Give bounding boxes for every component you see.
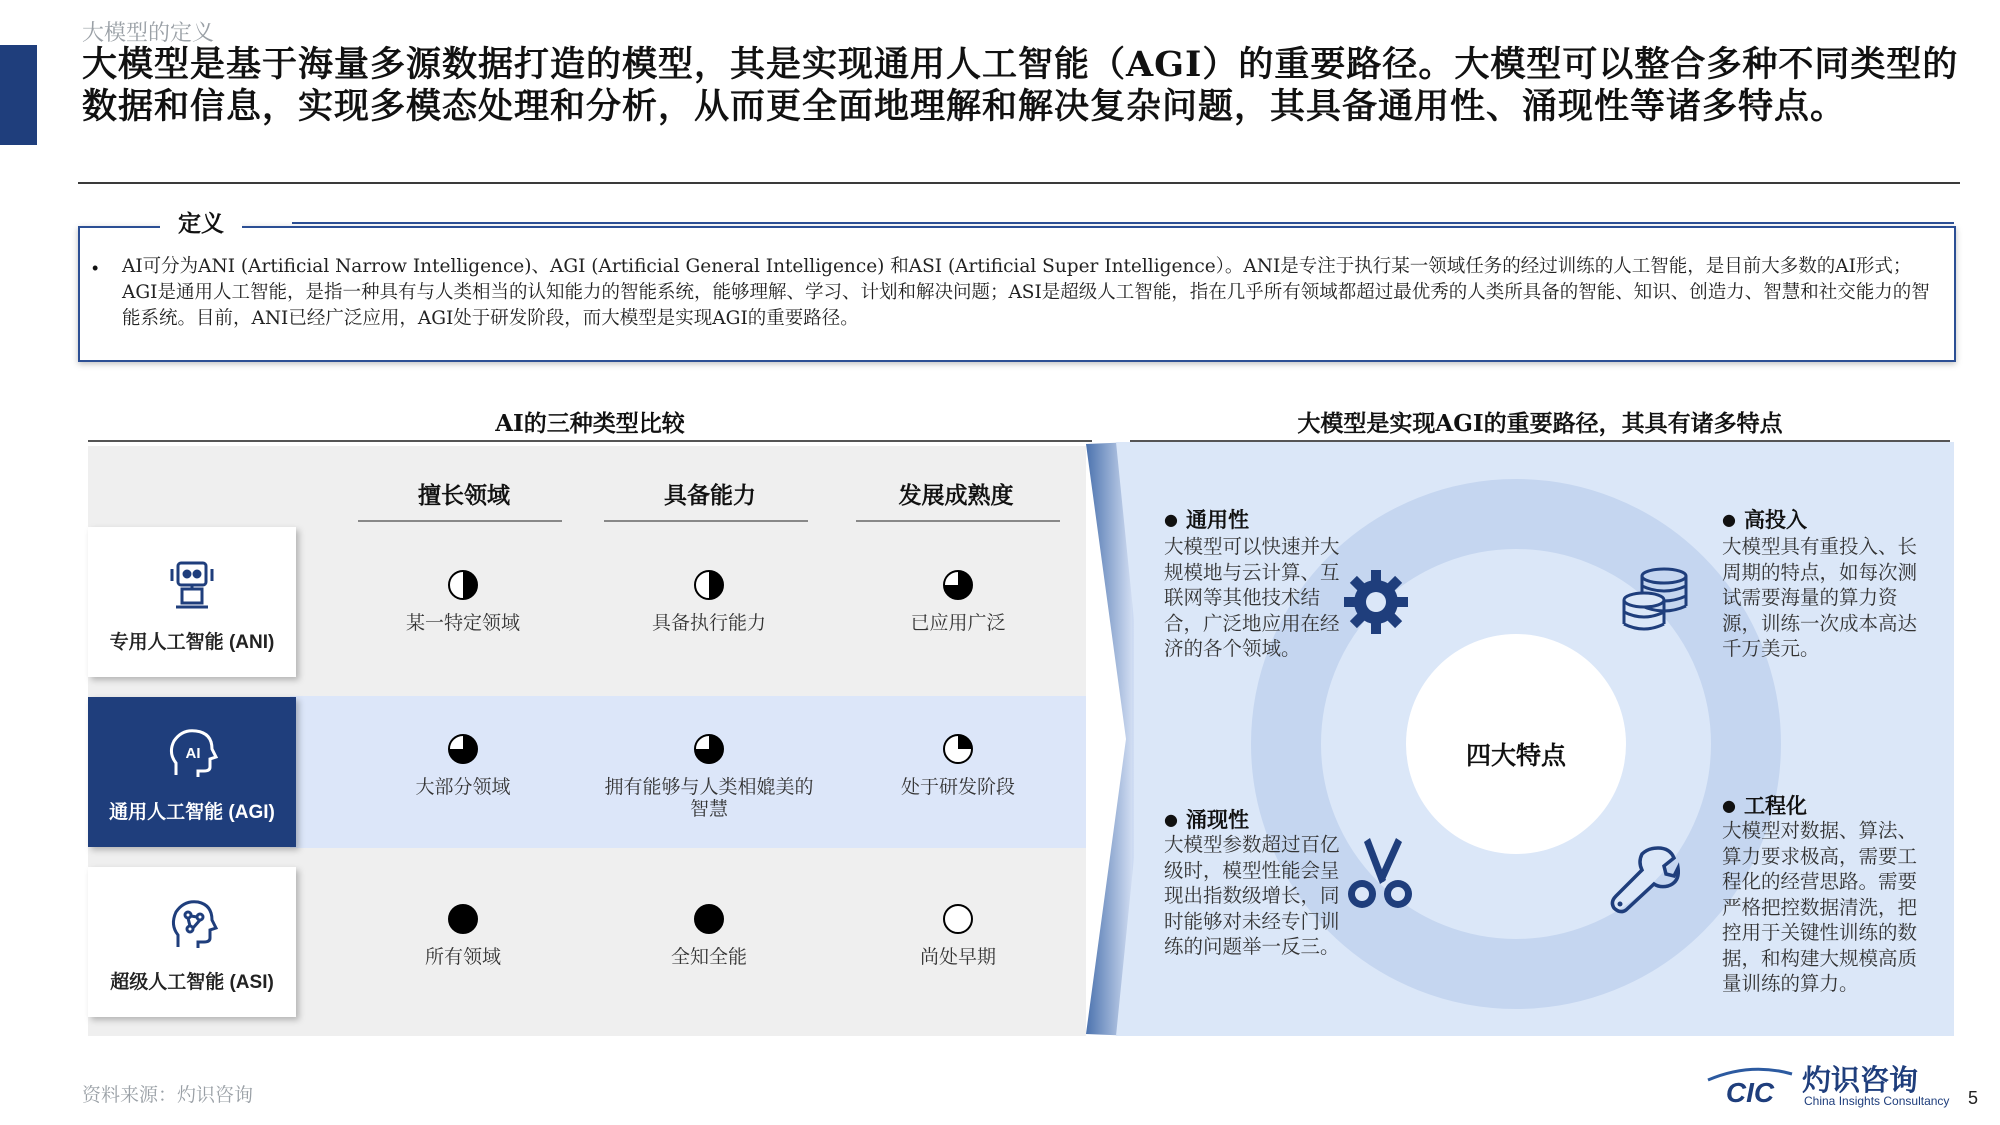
cell-asi-capability: [589, 902, 829, 968]
gear-icon: [1342, 568, 1410, 636]
robot-icon: [162, 555, 222, 615]
row-card-agi: [88, 697, 296, 847]
company-logo: [1702, 1060, 1962, 1110]
cell-text: 拥有能够与人类相媲美的智慧: [604, 776, 814, 820]
harvey-ball-icon: [692, 568, 726, 602]
coin-stack-icon: [1620, 566, 1692, 632]
comparison-title-rule: [88, 440, 1092, 442]
cell-ani-capability: [589, 568, 829, 634]
harvey-ball-icon: [446, 732, 480, 766]
column-header-domain: 擅长领域: [418, 482, 510, 509]
feature-title-investment: ● 高投入: [1722, 504, 1807, 534]
harvey-ball-icon: [446, 568, 480, 602]
logo-name: 灼识咨询: [1802, 1063, 1919, 1097]
harvey-ball-fill: [463, 571, 477, 599]
ai-head-icon: [162, 725, 222, 785]
feature-text-emergence: 大模型参数超过百亿级时，模型性能会呈现出指数级增长，同时能够对未经专门训练的问题举一反三。: [1164, 833, 1340, 958]
harvey-ball-icon: [446, 902, 480, 936]
harvey-ball-fill: [709, 571, 723, 599]
scissors-icon: [1340, 832, 1418, 912]
logo-mark: CIC: [1725, 1077, 1775, 1108]
feature-title-generality: ● 通用性: [1164, 504, 1249, 534]
svg-text:AI: AI: [185, 745, 201, 762]
cell-text: 所有领域: [424, 946, 501, 968]
row-label-agi: 通用人工智能 (AGI): [109, 802, 275, 823]
feature-text-engineering: 大模型对数据、算法、算力要求极高，需要工程化的经营思路。需要严格把控数据清洗，把控用于关键性训练的数据，和构建大规模高质量训练的算力。: [1722, 819, 1918, 995]
definition-text: AI可分为ANI (Artificial Narrow Intelligence)、AGI (Artificial General Intelligence) 和ASI (Artificial Super Intelligence）。ANI是专注于执行某一领域任务的经过训练的人工智能，是目前大多数的AI形式；AGI是通用人工智能，是指一种具有与人类相当的认知能力的智能系统，能够理解、学习、计划和解决问题；ASI是超级人工智能，指在几乎所有领域都超过最优秀的人类所具备的智能、知识、创造力、智慧和社交能力的智能系统。目前，ANI已经广泛应用，AGI处于研发阶段，而大模型是实现AGI的重要路径。: [122, 256, 1930, 329]
cell-asi-maturity: [838, 902, 1078, 968]
header-accent-bar: [0, 45, 37, 145]
cell-text: 处于研发阶段: [900, 776, 1015, 798]
page-headline: 大模型是基于海量多源数据打造的模型，其是实现通用人工智能（AGI）的重要路径。大模型可以整合多种不同类型的数据和信息，实现多模态处理和分析，从而更全面地理解和解决复杂问题，其具备通用性、涌现性等诸多特点。: [82, 44, 1959, 127]
row-label-ani: 专用人工智能 (ANI): [109, 632, 275, 653]
harvey-ball-icon: [941, 902, 975, 936]
cell-text: 全知全能: [670, 946, 747, 968]
row-card-ani: [88, 527, 296, 677]
harvey-ball-fill: [958, 735, 972, 749]
cell-text: 大部分领域: [415, 776, 511, 798]
feature-title-emergence: ● 涌现性: [1164, 804, 1249, 834]
features-title: 大模型是实现AGI的重要路径，其具有诸多特点: [1297, 410, 1783, 437]
cell-text: 尚处早期: [919, 946, 996, 968]
cell-asi-domain: [343, 902, 583, 968]
section-title: 大模型的定义: [82, 21, 215, 46]
header-divider: [78, 182, 1960, 184]
column-rule: [856, 520, 1060, 522]
feature-title-engineering: ● 工程化: [1722, 790, 1807, 820]
cell-agi-domain: [343, 732, 583, 798]
harvey-ball-icon: [941, 732, 975, 766]
page-number: 5: [1968, 1088, 1979, 1108]
cell-agi-capability: [589, 732, 829, 820]
column-rule: [358, 520, 562, 522]
row-label-asi: 超级人工智能 (ASI): [110, 972, 274, 993]
column-header-maturity: 发展成熟度: [898, 482, 1014, 509]
cell-text: 某一特定领域: [405, 612, 520, 634]
brain-circuit-icon: [162, 895, 222, 955]
definition-label: 定义: [160, 205, 242, 238]
logo-subtitle: China Insights Consultancy: [1804, 1094, 1950, 1108]
wrench-icon: [1608, 842, 1680, 914]
feature-text-investment: 大模型具有重投入、长周期的特点，如每次测试需要海量的算力资源，训练一次成本高达千万美元。: [1722, 535, 1918, 660]
column-rule: [604, 520, 808, 522]
row-card-asi: [88, 867, 296, 1017]
definition-bullet: •: [92, 258, 99, 278]
cell-ani-domain: [343, 568, 583, 634]
cell-ani-maturity: [838, 568, 1078, 634]
source-note: 资料来源：灼识咨询: [82, 1084, 254, 1106]
harvey-ball-icon: [692, 732, 726, 766]
cic-logo-icon: [1702, 1060, 1798, 1110]
cell-agi-maturity: [838, 732, 1078, 798]
harvey-ball-icon: [692, 902, 726, 936]
definition-label-line: [292, 222, 1954, 224]
harvey-ball-icon: [941, 568, 975, 602]
feature-text-generality: 大模型可以快速并大规模地与云计算、互联网等其他技术结合，广泛地应用在经济的各个领域。: [1164, 535, 1340, 660]
cell-text: 具备执行能力: [651, 612, 766, 634]
center-label: 四大特点: [1465, 741, 1566, 770]
cell-text: 已应用广泛: [910, 612, 1006, 634]
comparison-title: AI的三种类型比较: [495, 410, 685, 437]
column-header-capability: 具备能力: [664, 482, 756, 509]
